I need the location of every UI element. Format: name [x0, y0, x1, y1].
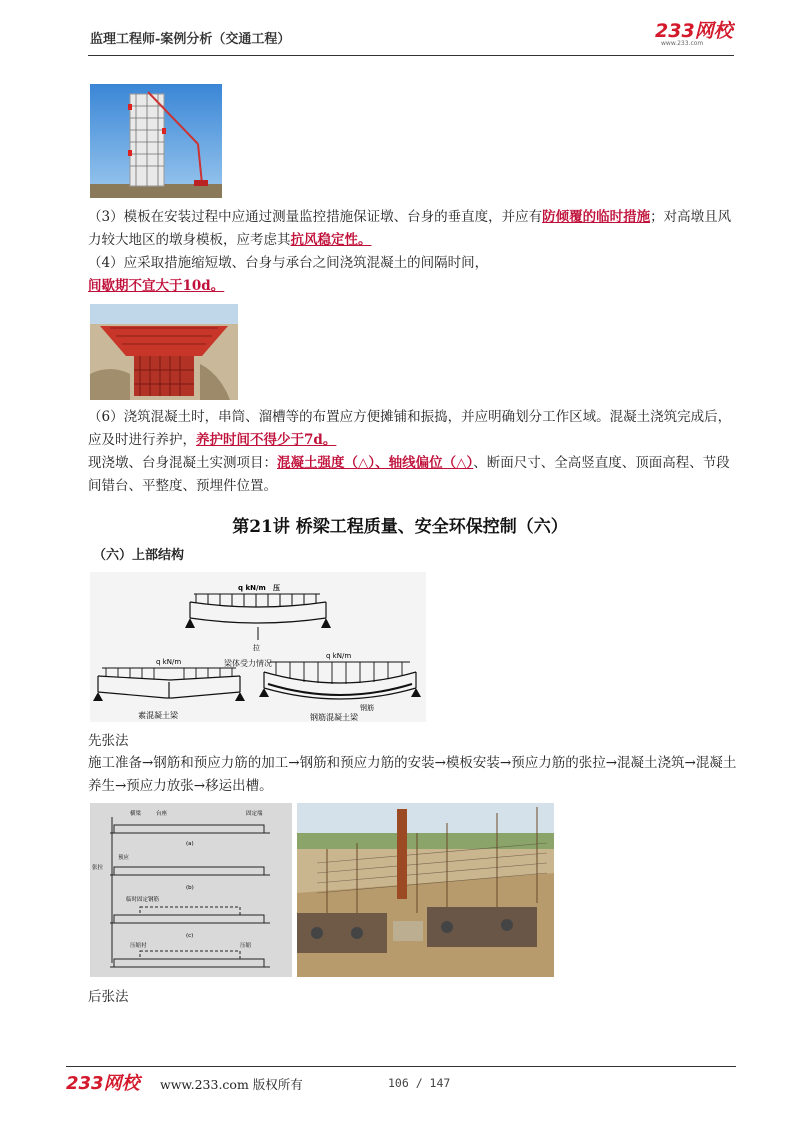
pretension-steps: 施工准备→钢筋和预应力筋的加工→钢筋和预应力筋的安装→模板安装→预应力筋的张拉→混凝土浇筑→混凝土养生→预应力放张→移运出槽。 — [88, 755, 737, 794]
beam-top-load: q kN/m — [238, 584, 266, 592]
beam-left-load: q kN/m — [156, 658, 182, 666]
para4-highlight-1: 间歇期不宜大于10d。 — [88, 278, 225, 294]
para6-highlight-1: 养护时间不得少于7d。 — [196, 432, 337, 448]
pt-l5: 预应 — [118, 855, 130, 861]
para3-highlight-1: 防倾覆的临时措施 — [542, 209, 651, 225]
pt-b: (b) — [186, 885, 194, 891]
posttension-label: 后张法 — [88, 989, 129, 1005]
pt-l6: 临时固定钢筋 — [126, 897, 160, 903]
items-highlight-1: 混凝土强度（△）、轴线偏位（△） — [277, 455, 474, 471]
header-title: 监理工程师-案例分析（交通工程） — [90, 32, 291, 47]
footer-logo — [66, 1072, 146, 1094]
paragraph-interval-4 — [88, 252, 738, 298]
beam-right-load: q kN/m — [326, 652, 352, 660]
section-subtitle: （六）上部结构 — [93, 548, 185, 563]
pt-l8: 压缩 — [240, 943, 252, 949]
para4-text-1: （4）应采取措施缩短墩、台身与承台之间浇筑混凝土的间隔时间， — [88, 255, 489, 271]
para3-highlight-2: 抗风稳定性。 — [290, 232, 372, 248]
beam-top-press: 压 — [273, 584, 280, 592]
para6-text-1: （6）浇筑混凝土时，串筒、溜槽等的布置应方便摊铺和振捣，并应明确划分工作区域。混凝土浇筑完成后，应及时进行养护， — [88, 409, 732, 448]
beam-stress-diagram — [90, 572, 426, 722]
pier-formwork-photo — [90, 304, 238, 400]
pt-l1: 横梁 — [130, 811, 142, 817]
brand-logo-sub: www.233.com — [661, 40, 704, 46]
pt-l2: 台座 — [156, 811, 168, 817]
pt-c: (c) — [186, 933, 194, 939]
pretension-site-photo — [297, 803, 554, 977]
paragraph-formwork-3 — [88, 206, 738, 252]
beam-right-caption: 钢筋混凝土梁 — [310, 713, 358, 722]
pt-l7: 压缩衬 — [130, 943, 147, 949]
paragraph-inspection-items — [88, 452, 738, 498]
beam-right-rebar: 钢筋 — [360, 704, 374, 712]
items-text-1: 现浇墩、台身混凝土实测项目： — [88, 455, 277, 471]
header-divider — [88, 55, 734, 56]
pt-a: (a) — [186, 841, 194, 847]
footer-site[interactable]: www.233.com 版权所有 — [160, 1077, 303, 1092]
pier-scaffold-photo — [90, 84, 222, 198]
pt-l3: 固定端 — [246, 811, 263, 817]
beam-left-caption: 素混凝土梁 — [138, 711, 178, 720]
lecture-title: 第21讲 桥梁工程质量、安全环保控制（六） — [232, 517, 568, 537]
footer-logo-text: 233网校 — [66, 1073, 140, 1094]
para3-text-2: ；对高墩且风力较大地区的墩身模板，应考虑其 — [88, 209, 732, 248]
pretension-label: 先张法 — [88, 733, 129, 749]
beam-top-pull: 拉 — [253, 644, 260, 652]
brand-logo — [655, 20, 735, 46]
beam-top-caption: 梁体受力情况 — [224, 659, 272, 668]
pretension-schematic — [90, 803, 292, 977]
para3-text-1: （3）模板在安装过程中应通过测量监控措施保证墩、台身的垂直度，并应有 — [88, 209, 543, 225]
brand-logo-text: 233网校 — [655, 20, 733, 42]
footer-divider — [66, 1066, 736, 1067]
pt-l4: 张拉 — [92, 865, 104, 871]
paragraph-pouring-6 — [88, 406, 738, 452]
page-number: 106 / 147 — [388, 1076, 451, 1090]
items-text-2: 、断面尺寸、全高竖直度、顶面高程、节段间错台、平整度、预埋件位置。 — [88, 455, 730, 494]
